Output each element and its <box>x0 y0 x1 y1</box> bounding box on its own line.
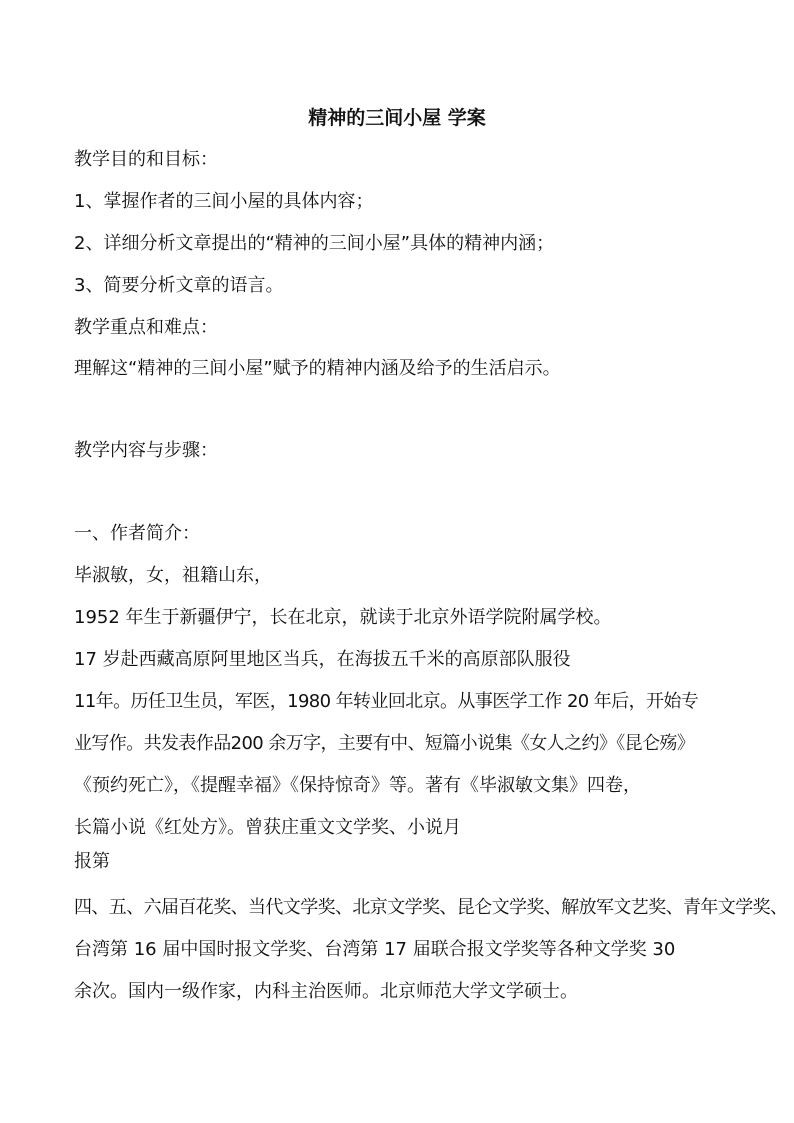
objective-item-1: 1、掌握作者的三间小屋的具体内容； <box>74 191 374 212</box>
author-line-3: 17 岁赴西藏高原阿里地区当兵，在海拔五千米的高原部队服役 <box>74 649 571 670</box>
author-line-4: 11年。历任卫生员，军医，1980 年转业回北京。从事医学工作 20 年后，开始专 <box>74 691 699 712</box>
key-points-heading: 教学重点和难点： <box>74 317 218 338</box>
author-line-5: 业写作。共发表作品200 余万字，主要有中、短篇小说集《女人之约》《昆仑殇》 <box>74 733 695 754</box>
key-points-text: 理解这“精神的三间小屋”赋予的精神内涵及给予的生活启示。 <box>74 358 561 379</box>
objective-item-2: 2、详细分析文章提出的“精神的三间小屋”具体的精神内涵； <box>74 233 555 254</box>
section-one-heading: 一、作者简介： <box>74 523 200 544</box>
author-line-8: 报第 <box>74 851 110 872</box>
author-line-6: 《预约死亡》，《提醒幸福》《保持惊奇》等。著有《毕淑敏文集》四卷， <box>74 775 641 796</box>
author-line-9: 四、五、六届百花奖、当代文学奖、北京文学奖、昆仑文学奖、解放军文艺奖、青年文学奖、 <box>74 897 788 918</box>
objectives-heading: 教学目的和目标： <box>74 149 218 170</box>
document-title: 精神的三间小屋 学案 <box>308 107 486 129</box>
author-line-1: 毕淑敏，女，祖籍山东， <box>74 565 272 586</box>
content-heading: 教学内容与步骤： <box>74 440 218 461</box>
author-line-7: 长篇小说《红处方》。曾获庄重文文学奖、小说月 <box>74 817 461 838</box>
author-line-2: 1952 年生于新疆伊宁，长在北京，就读于北京外语学院附属学校。 <box>74 607 612 628</box>
author-line-11: 余次。国内一级作家，内科主治医师。北京师范大学文学硕士。 <box>74 981 578 1002</box>
author-line-10: 台湾第 16 届中国时报文学奖、台湾第 17 届联合报文学奖等各种文学奖 30 <box>74 939 676 960</box>
objective-item-3: 3、简要分析文章的语言。 <box>74 275 284 296</box>
